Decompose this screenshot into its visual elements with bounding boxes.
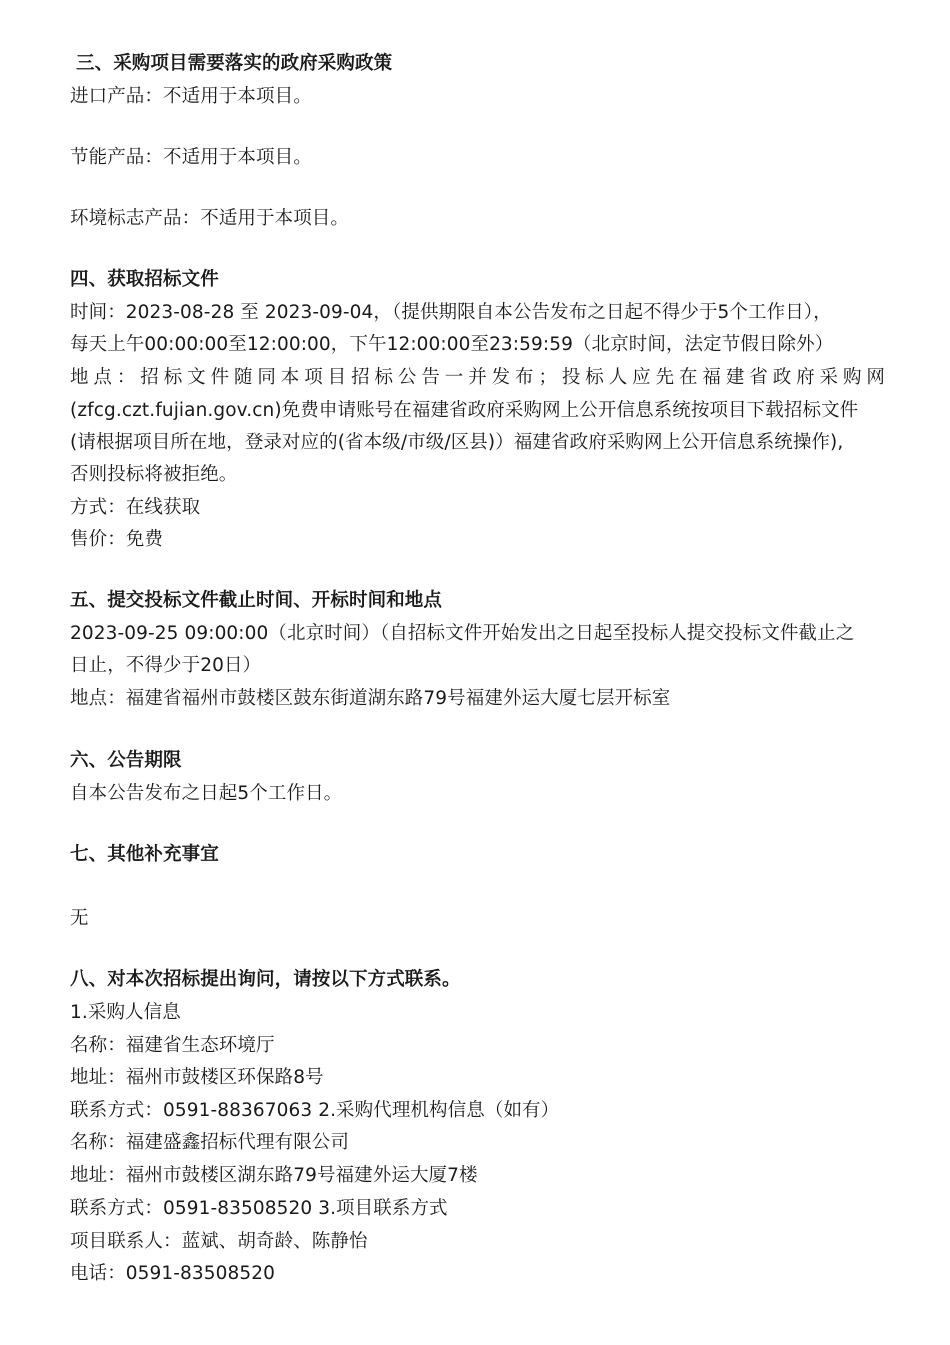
obtain-place-line-4: 否则投标将被拒绝。 [70, 464, 238, 485]
agent-contact: 联系方式：0591-83508520 3.项目联系方式 [70, 1198, 448, 1219]
agent-address: 地址：福州市鼓楼区湖东路79号福建外运大厦7楼 [70, 1165, 478, 1186]
section-3-heading: 三、采购项目需要落实的政府采购政策 [76, 53, 393, 74]
obtain-time-line-2: 每天上午00:00:00至12:00:00，下午12:00:00至23:59:59（北京时间，法定节假日除外） [70, 334, 834, 355]
obtain-place-line-2: (zfcg.czt.fujian.gov.cn)免费申请账号在福建省政府采购网上公开信息系统按项目下载招标文件 [70, 400, 859, 421]
policy-import: 进口产品：不适用于本项目。 [70, 86, 312, 107]
buyer-contact: 联系方式：0591-88367063 2.采购代理机构信息（如有） [70, 1100, 560, 1121]
policy-env: 环境标志产品：不适用于本项目。 [70, 208, 350, 229]
obtain-time-line-1: 时间：2023-08-28 至 2023-09-04，（提供期限自本公告发布之日起不得少于5个工作日）， [70, 302, 832, 323]
section-8-heading: 八、对本次招标提出询问，请按以下方式联系。 [70, 969, 461, 990]
project-contact-people: 项目联系人：蓝斌、胡奇龄、陈静怡 [70, 1231, 368, 1252]
section-5-heading: 五、提交投标文件截止时间、开标时间和地点 [70, 590, 443, 611]
obtain-method: 方式：在线获取 [70, 497, 201, 518]
deadline-line-1: 2023-09-25 09:00:00（北京时间）（自招标文件开始发出之日起至投标人提交投标文件截止之 [70, 623, 855, 644]
supplement-text: 无 [70, 908, 89, 929]
obtain-place-line-3: (请根据项目所在地，登录对应的(省本级/市级/区县)）福建省政府采购网上公开信息系统操作), [70, 432, 844, 453]
policy-energy: 节能产品：不适用于本项目。 [70, 147, 312, 168]
buyer-title: 1.采购人信息 [70, 1002, 181, 1023]
agent-name: 名称：福建盛鑫招标代理有限公司 [70, 1132, 350, 1153]
project-phone: 电话：0591-83508520 [70, 1263, 276, 1284]
section-7-heading: 七、其他补充事宜 [70, 844, 219, 865]
obtain-price: 售价：免费 [70, 529, 164, 550]
buyer-address: 地址：福州市鼓楼区环保路8号 [70, 1067, 324, 1088]
opening-place: 地点：福建省福州市鼓楼区鼓东街道湖东路79号福建外运大厦七层开标室 [70, 688, 671, 709]
notice-period: 自本公告发布之日起5个工作日。 [70, 783, 343, 804]
section-6-heading: 六、公告期限 [70, 750, 182, 771]
deadline-line-2: 日止，不得少于20日） [70, 655, 262, 676]
buyer-name: 名称：福建省生态环境厅 [70, 1035, 275, 1056]
section-4-heading: 四、获取招标文件 [70, 269, 219, 290]
obtain-place-line-1: 地点：招标文件随同本项目招标公告一并发布；投标人应先在福建省政府采购网 [70, 367, 885, 388]
